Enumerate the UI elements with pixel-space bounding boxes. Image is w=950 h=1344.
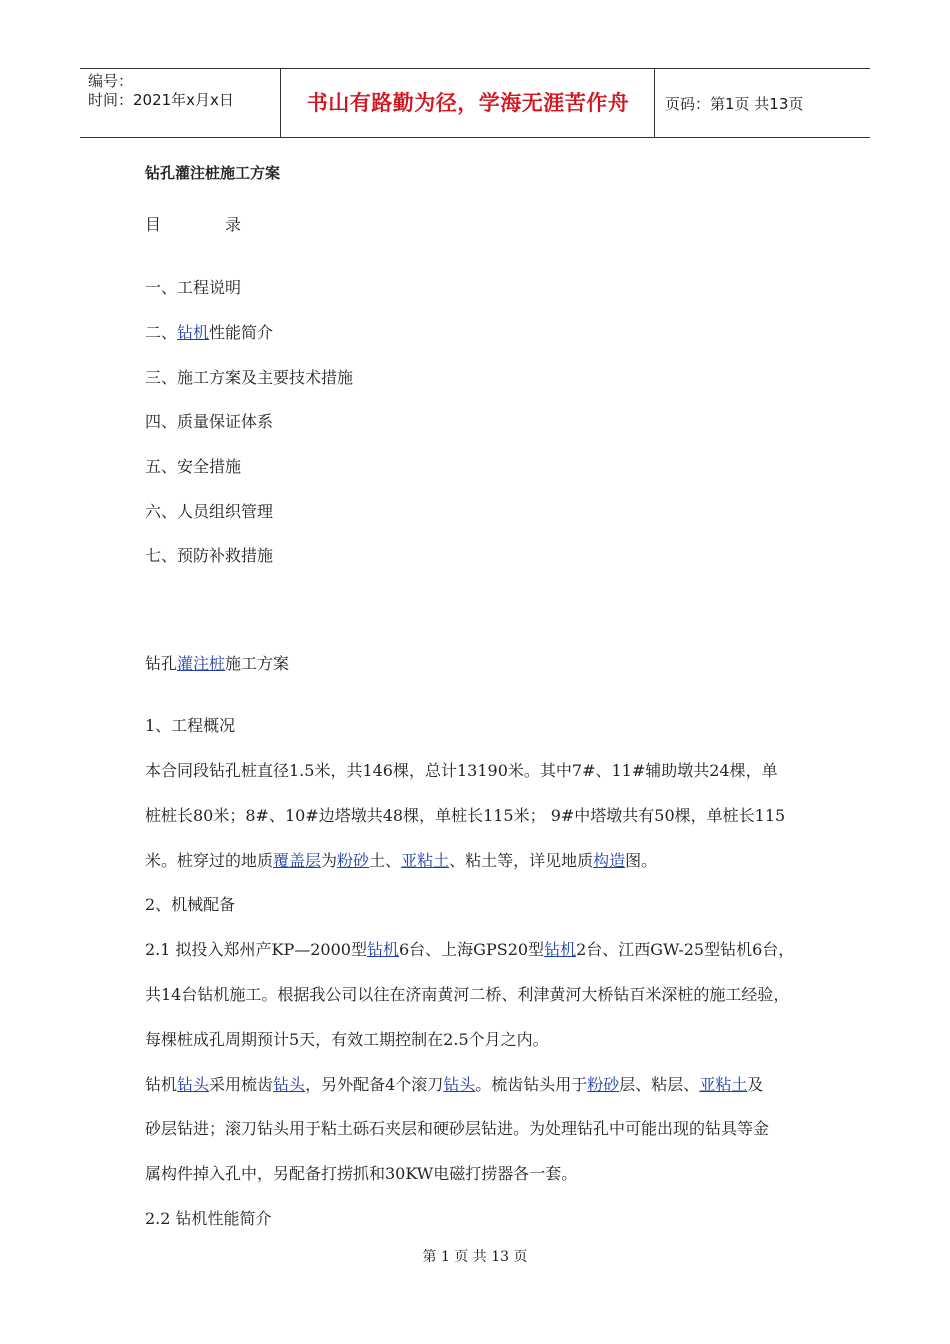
paragraph-3-line-3: 属构件掉入孔中，另配备打捞抓和30KW电磁打捞器各一套。 [145,1164,578,1183]
toc-heading-a: 目 [145,215,162,234]
text-segment: 2台、江西GW-25型钻机6台， [576,940,795,959]
paragraph-1-line-3 [145,848,657,871]
text-segment: 及 [747,1075,764,1094]
header-table [80,68,870,138]
section-title [145,651,289,674]
text-segment: ，另外配备4个滚刀 [305,1075,444,1094]
header-meta-cell [80,69,281,137]
toc-item-5: 五、安全措施 [145,457,242,476]
section-title-pre: 钻孔 [145,654,178,673]
text-segment: 、粘土等，详见地质 [449,851,594,870]
toc-item-7: 七、预防补救措施 [145,546,274,565]
toc-heading [145,212,241,235]
time-label: 时间：2021年x月x日 [88,91,234,109]
text-segment: 2.1 拟投入郑州产KP—2000型 [145,940,367,959]
doc-title: 钻孔灌注桩施工方案 [145,164,281,182]
link-cast-pile[interactable]: 灌注桩 [177,654,226,673]
paragraph-2-line-2: 共14台钻机施工。根据我公司以往在济南黄河二桥、利津黄河大桥钻百米深桩的施工经验， [145,985,790,1004]
motto: 书山有路勤为径，学海无涯苦作舟 [306,91,630,115]
link-silty-sand[interactable]: 粉砂 [337,851,370,870]
page-footer: 第 1 页 共 13 页 [422,1249,528,1265]
number-label: 编号： [88,72,134,90]
paragraph-3-line-2: 砂层钻进；滚刀钻头用于粘土砾石夹层和硬砂层钻进。为处理钻孔中可能出现的钻具等金 [145,1119,770,1138]
text-segment: 为 [321,851,338,870]
text-segment: 层、粘层、 [619,1075,700,1094]
text-segment: 钻机 [145,1075,178,1094]
heading-project-overview: 1、工程概况 [145,716,236,735]
toc-item-2 [145,320,273,343]
heading-drill-performance: 2.2 钻机性能简介 [145,1209,272,1228]
link-drill-rig[interactable]: 钻机 [177,323,210,342]
link-silty-clay[interactable]: 亚粘土 [401,851,450,870]
page-info: 页码：第1页 共13页 [665,95,804,113]
section-title-post: 施工方案 [225,654,290,673]
link-drill-bit[interactable]: 钻头 [443,1075,476,1094]
text-segment: 土、 [369,851,402,870]
paragraph-2-line-1 [145,937,794,960]
text-segment: 。梳齿钻头用于 [475,1075,588,1094]
header-page-cell [654,69,871,137]
link-drill-bit[interactable]: 钻头 [177,1075,210,1094]
text-segment: 6台、上海GPS20型 [399,940,545,959]
toc-item-2-prefix: 二、 [145,323,178,342]
paragraph-2-line-3: 每棵桩成孔周期预计5天，有效工期控制在2.5个月之内。 [145,1030,549,1049]
link-drill-rig[interactable]: 钻机 [366,940,399,959]
paragraph-1-line-1: 本合同段钻孔桩直径1.5米，共146棵，总计13190米。其中7#、11#辅助墩共24棵，单 [145,761,778,780]
text-segment: 图。 [625,851,658,870]
link-drill-rig[interactable]: 钻机 [544,940,577,959]
paragraph-1-line-2: 桩桩长80米；8#、10#边塔墩共48棵，单桩长115米； 9#中塔墩共有50棵，单桩长115 [145,806,786,825]
toc-item-1: 一、工程说明 [145,278,242,297]
link-overburden[interactable]: 覆盖层 [273,851,322,870]
link-drill-bit[interactable]: 钻头 [273,1075,306,1094]
toc-item-4: 四、质量保证体系 [145,412,274,431]
toc-item-6: 六、人员组织管理 [145,502,274,521]
heading-machinery: 2、机械配备 [145,895,236,914]
link-silty-clay[interactable]: 亚粘土 [699,1075,748,1094]
toc-heading-b: 录 [225,215,242,234]
text-segment: 米。桩穿过的地质 [145,851,274,870]
text-segment: 采用梳齿 [209,1075,274,1094]
link-silty-sand[interactable]: 粉砂 [587,1075,620,1094]
paragraph-3-line-1 [145,1072,763,1095]
link-structure[interactable]: 构造 [593,851,626,870]
toc-item-2-suffix: 性能简介 [209,323,274,342]
toc-item-3: 三、施工方案及主要技术措施 [145,368,354,387]
